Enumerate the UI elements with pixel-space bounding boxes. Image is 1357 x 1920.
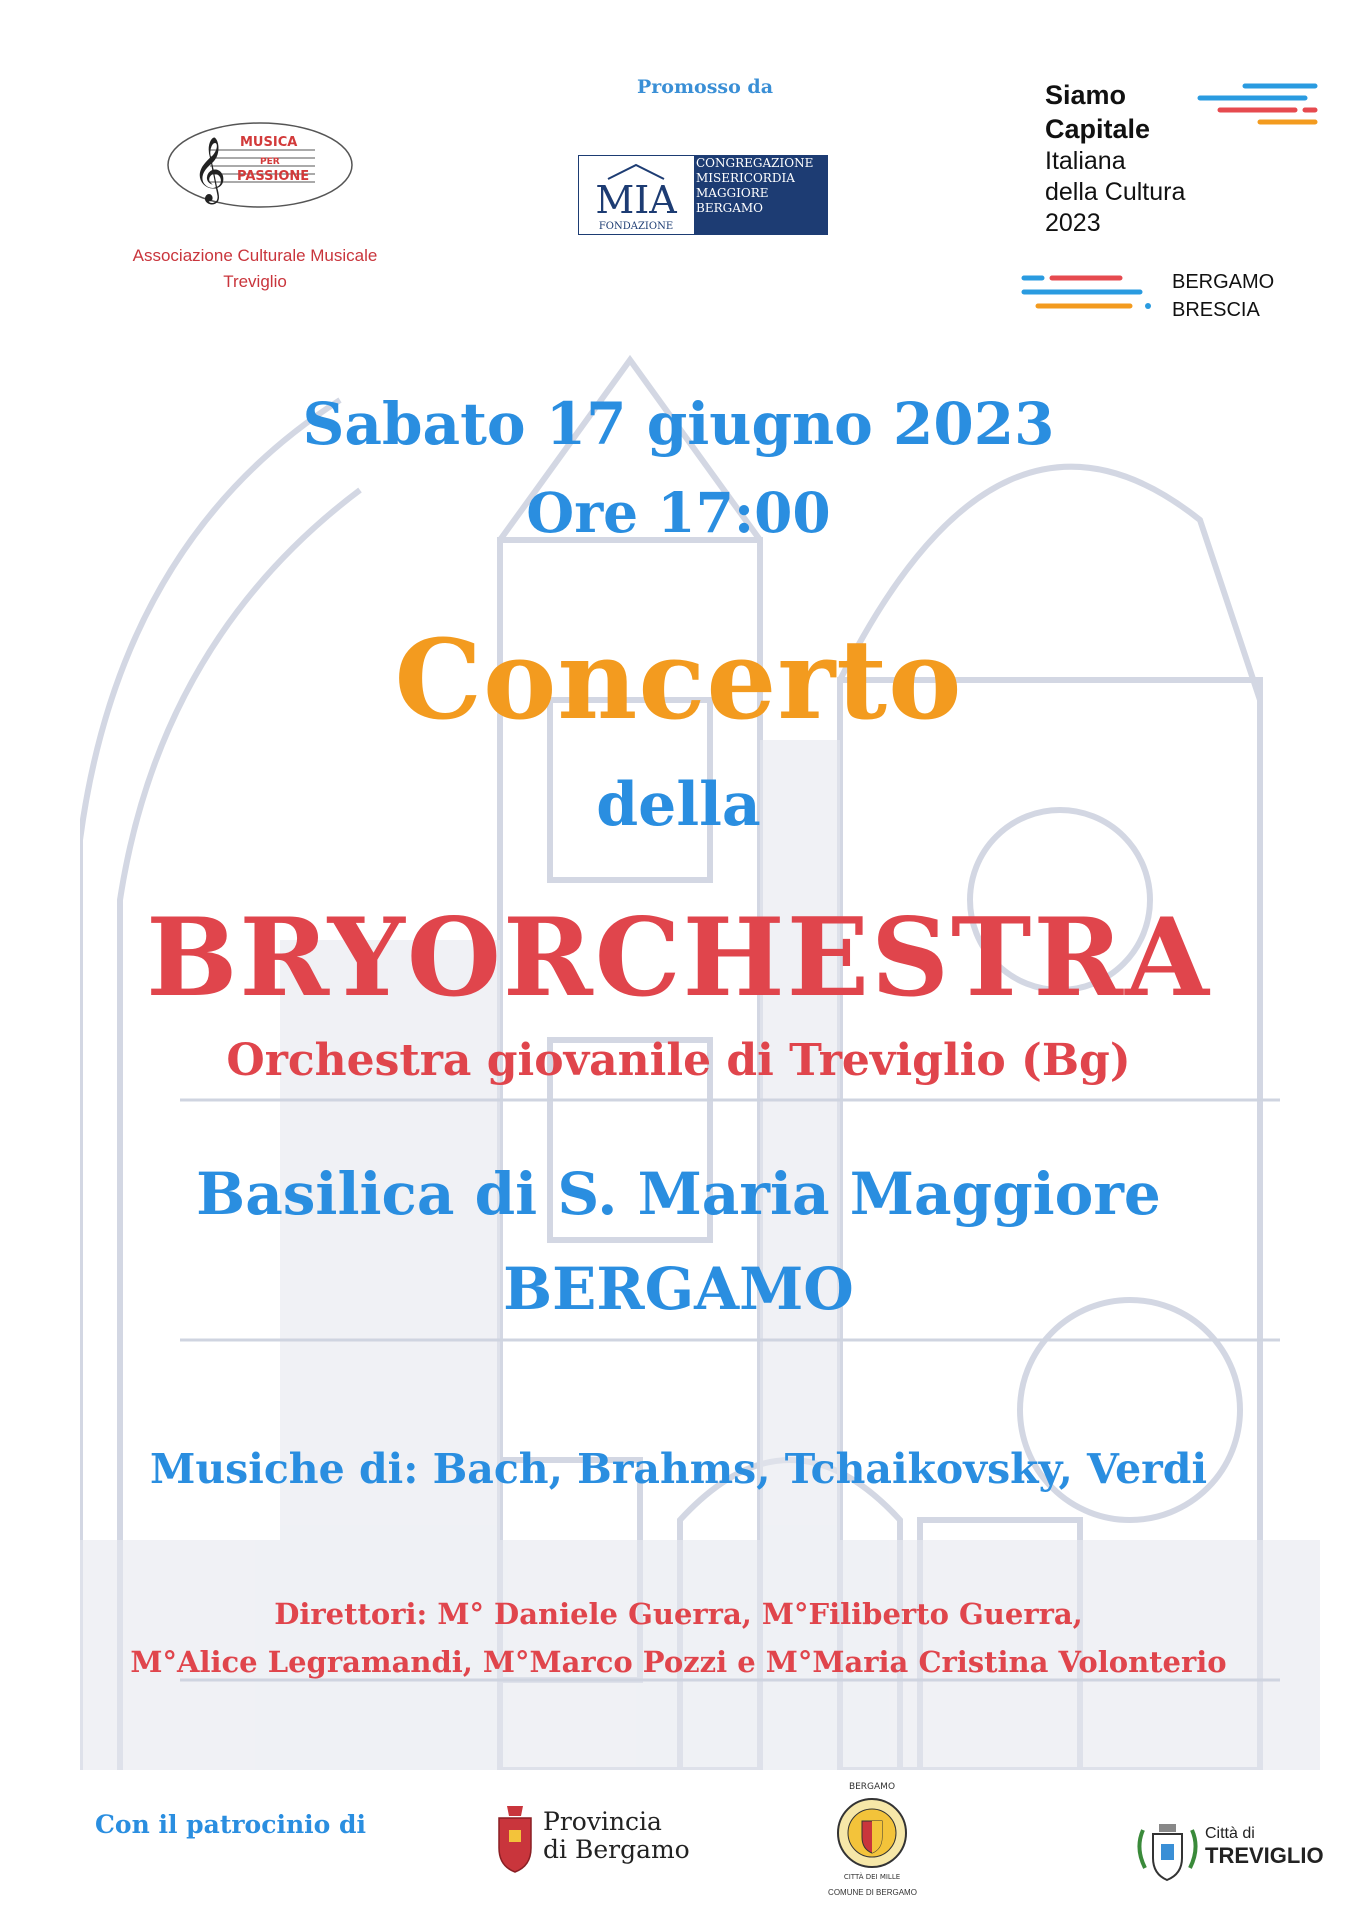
bergamo-brescia-label: BERGAMO BRESCIA bbox=[1172, 271, 1275, 321]
svg-text:FONDAZIONE: FONDAZIONE bbox=[598, 221, 674, 232]
association-name: Associazione Culturale Musicale Treviglio bbox=[132, 246, 378, 291]
citta-di-treviglio-label: Città di TREVIGLIO bbox=[1205, 1825, 1324, 1868]
capitale-cultura-block: Siamo Capitale Italiana della Cultura 2023 bbox=[1045, 80, 1186, 237]
capitale-stripes-icon bbox=[1190, 80, 1320, 130]
composers-list: Musiche di: Bach, Brahms, Tchaikovsky, Verdi bbox=[149, 1445, 1208, 1493]
event-date: Sabato 17 giugno 2023 bbox=[302, 390, 1055, 458]
directors-line-2: M°Alice Legramandi, M°Marco Pozzi e M°Maria Cristina Volonterio bbox=[130, 1645, 1227, 1679]
venue-city: BERGAMO bbox=[503, 1255, 854, 1323]
mia-congregazione-text: CONGREGAZIONE MISERICORDIA MAGGIORE BERGAMO bbox=[696, 156, 814, 215]
della-text: della bbox=[596, 770, 761, 840]
svg-text:𝄞: 𝄞 bbox=[193, 137, 227, 202]
svg-text:MUSICA: MUSICA bbox=[240, 135, 298, 150]
event-time: Ore 17:00 bbox=[526, 480, 831, 545]
treviglio-crest-icon bbox=[1135, 1818, 1200, 1888]
patrocinio-label: Con il patrocinio di bbox=[95, 1810, 366, 1839]
svg-text:BERGAMO: BERGAMO bbox=[848, 1782, 896, 1792]
orchestra-subtitle: Orchestra giovanile di Treviglio (Bg) bbox=[226, 1035, 1131, 1086]
provincia-shield-icon bbox=[495, 1802, 535, 1874]
directors-line-1: Direttori: M° Daniele Guerra, M°Filiberto Guerra, bbox=[274, 1597, 1083, 1631]
svg-text:PER: PER bbox=[260, 157, 280, 167]
orchestra-name: BRYORCHESTRA bbox=[146, 895, 1211, 1021]
comune-di-bergamo-label: COMUNE DI BERGAMO bbox=[828, 1888, 917, 1897]
provincia-di-bergamo-label: Provincia di Bergamo bbox=[543, 1807, 690, 1864]
svg-text:CITTÀ DEI MILLE: CITTÀ DEI MILLE bbox=[843, 1873, 901, 1881]
musica-per-passione-logo bbox=[165, 120, 355, 210]
venue-name: Basilica di S. Maria Maggiore bbox=[196, 1160, 1161, 1228]
promosso-da-label: Promosso da bbox=[636, 76, 774, 98]
concerto-title: Concerto bbox=[394, 615, 963, 744]
bergamo-brescia-stripes-icon bbox=[1020, 272, 1160, 322]
svg-text:PASSIONE: PASSIONE bbox=[237, 169, 310, 184]
svg-text:MIA: MIA bbox=[595, 178, 677, 222]
